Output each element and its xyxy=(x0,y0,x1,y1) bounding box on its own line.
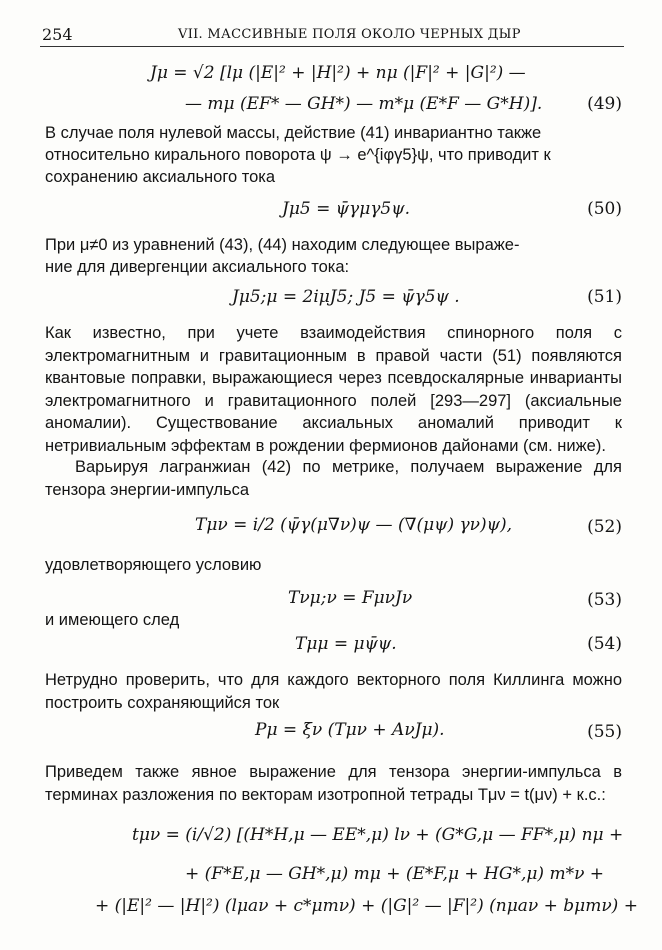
paragraph-8: Приведем также явное выражение для тензора энергии-импульса в терминах разложения по векторам изотропной тетрады Tμν = t(μν) + к.с.: xyxy=(45,763,622,804)
equation-53: Tνμ;ν = FμνJν xyxy=(288,588,413,608)
equation-52: Tμν = i/2 (ψ̄γ(μ∇ν)ψ — (∇(μψ) γν)ψ), xyxy=(195,515,512,535)
equation-49-line-2: — mμ (EF* — GH*) — m*μ (E*F — G*H)]. xyxy=(185,94,543,114)
paragraph-1-line-2: относительно кирального поворота ψ → e^{iφγ5}ψ, что приводит к xyxy=(45,146,551,164)
equation-55-number: (55) xyxy=(587,722,622,742)
equation-55: Pμ = ξν (Tμν + AνJμ). xyxy=(255,720,445,740)
equation-52-number: (52) xyxy=(587,517,622,537)
paragraph-1-line-1: В случае поля нулевой массы, действие (41) инвариантно также xyxy=(45,124,542,142)
paragraph-5: удовлетворяющего условию xyxy=(45,556,262,574)
equation-50: Jμ5 = ψ̄γμγ5ψ. xyxy=(282,199,410,219)
tensor-expansion-line-1: tμν = (i/√2) [(H*H,μ — EE*,μ) lν + (G*G,μ — FF*,μ) nμ + xyxy=(132,825,624,845)
paragraph-7: Нетрудно проверить, что для каждого векторного поля Киллинга можно построить сохраняющийся ток xyxy=(45,671,622,712)
paragraph-4: Варьируя лагранжиан (42) по метрике, получаем выражение для тензора энергии-импульса xyxy=(45,458,622,499)
equation-53-number: (53) xyxy=(587,590,622,610)
paragraph-3: Как известно, при учете взаимодействия спинорного поля с электромагнитным и гравитационным в правой части (51) появляются квантовые поправки, выражающиеся через псевдоскалярные инварианты электромагнитного и гравитационного полей [293—297] (аксиальные аномалии). Существование аксиальных аномалий приводит к нетривиальным эффектам в рождении фермионов дайонами (см. ниже). xyxy=(45,324,622,455)
page-number: 254 xyxy=(42,25,73,44)
equation-51-number: (51) xyxy=(587,287,622,307)
tensor-expansion-line-3: + (|E|² — |H|²) (lμaν + c*μmν) + (|G|² — |F|²) (nμaν + bμmν) + xyxy=(95,896,638,916)
equation-50-number: (50) xyxy=(587,199,622,219)
equation-54-number: (54) xyxy=(587,634,622,654)
tensor-expansion-line-2: + (F*E,μ — GH*,μ) mμ + (E*F,μ + HG*,μ) m*ν + xyxy=(185,864,605,884)
header-rule xyxy=(40,46,624,47)
paragraph-2-line-1: При μ≠0 из уравнений (43), (44) находим следующее выраже- xyxy=(45,236,520,254)
paragraph-2-line-2: ние для дивергенции аксиального тока: xyxy=(45,258,350,276)
equation-49-line-1: Jμ = √2 [lμ (|E|² + |H|²) + nμ (|F|² + |G|²) — xyxy=(150,63,526,83)
equation-54: Tμμ = μψ̄ψ. xyxy=(295,634,397,654)
paragraph-6: и имеющего след xyxy=(45,611,180,629)
running-title: VII. МАССИВНЫЕ ПОЛЯ ОКОЛО ЧЕРНЫХ ДЫР xyxy=(178,27,521,42)
paragraph-1-line-3: сохранению аксиального тока xyxy=(45,168,276,186)
equation-49-number: (49) xyxy=(587,94,622,114)
equation-51: Jμ5;μ = 2iμJ5; J5 = ψ̄γ5ψ . xyxy=(232,287,460,307)
